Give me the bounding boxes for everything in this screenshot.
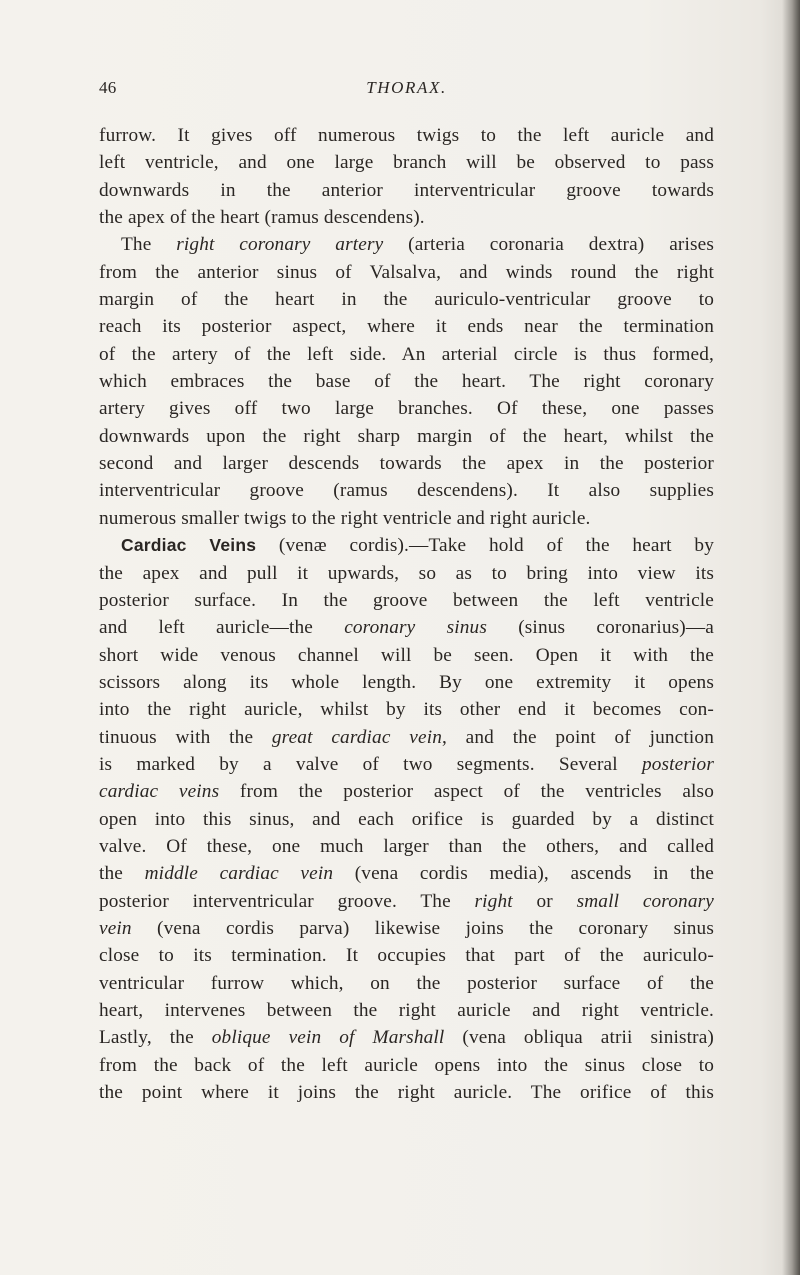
page-number: 46 bbox=[99, 78, 117, 97]
text-line: posterior surface. In the groove between the left ventricle bbox=[99, 589, 714, 611]
section-heading-cardiac-veins: Cardiac Veins bbox=[121, 535, 257, 556]
text-line: the apex of the heart (ramus descendens). bbox=[99, 207, 425, 229]
term-right: right bbox=[474, 890, 513, 912]
text-line: tinuous with the great cardiac vein, and the point of junction bbox=[99, 726, 714, 748]
text-line: short wide venous channel will be seen. Open it with the bbox=[99, 644, 714, 666]
term-coronary-sinus: coronary sinus bbox=[344, 617, 487, 639]
text-line: into the right auricle, whilst by its other end it becomes con- bbox=[99, 699, 714, 721]
text-line: vein (vena cordis parva) likewise joins the coronary sinus bbox=[99, 917, 714, 939]
text-line: reach its posterior aspect, where it ends near the termination bbox=[99, 316, 714, 338]
term-oblique-vein-of-marshall: oblique vein of Marshall bbox=[211, 1027, 445, 1049]
text-line: The right coronary artery (arteria coronaria dextra) arises bbox=[121, 234, 714, 256]
text-line: numerous smaller twigs to the right ventricle and right auricle. bbox=[99, 507, 591, 529]
page-edge-shadow bbox=[782, 0, 800, 1275]
running-title: THORAX. bbox=[366, 78, 447, 97]
text-line: the point where it joins the right auricle. The orifice of this bbox=[99, 1082, 714, 1104]
text-line: heart, intervenes between the right auricle and right ventricle. bbox=[99, 1000, 714, 1021]
text-line: ventricular furrow which, on the posterior surface of the bbox=[99, 972, 714, 994]
term-vein: vein bbox=[99, 917, 132, 939]
text-line: of the artery of the left side. An arterial circle is thus formed, bbox=[99, 343, 714, 365]
text-line: which embraces the base of the heart. The right coronary bbox=[99, 371, 714, 393]
text-line: from the back of the left auricle opens into the sinus close to bbox=[99, 1054, 714, 1076]
text-line: downwards in the anterior interventricular groove towards bbox=[99, 179, 714, 201]
text-line: furrow. It gives off numerous twigs to the left auricle and bbox=[99, 125, 714, 146]
text-line: Lastly, the oblique vein of Marshall (vena obliqua atrii sinistra) bbox=[99, 1027, 714, 1049]
text-line: is marked by a valve of two segments. Several posterior bbox=[99, 753, 714, 775]
text-line: Cardiac Veins (venæ cordis).—Take hold of the heart by bbox=[121, 535, 714, 557]
text-line: the middle cardiac vein (vena cordis media), ascends in the bbox=[99, 863, 714, 885]
text-line: artery gives off two large branches. Of these, one passes bbox=[99, 398, 714, 420]
text-line: close to its termination. It occupies that part of the auriculo- bbox=[99, 945, 714, 967]
text-line: scissors along its whole length. By one extremity it opens bbox=[99, 671, 714, 693]
term-posterior: posterior bbox=[641, 753, 714, 775]
page-header bbox=[99, 78, 714, 106]
term-small-coronary: small coronary bbox=[576, 890, 714, 912]
text-line: open into this sinus, and each orifice is guarded by a distinct bbox=[99, 808, 714, 830]
term-middle-cardiac-vein: middle cardiac vein bbox=[144, 863, 334, 885]
text-line: posterior interventricular groove. The right or small coronary bbox=[99, 890, 714, 912]
text-line: cardiac veins from the posterior aspect of the ventricles also bbox=[99, 781, 714, 803]
text-line: and left auricle—the coronary sinus (sinus coronarius)—a bbox=[99, 617, 714, 639]
term-great-cardiac-vein: great cardiac vein bbox=[271, 726, 442, 748]
text-line: the apex and pull it upwards, so as to bring into view its bbox=[99, 562, 714, 584]
text-line: margin of the heart in the auriculo-ventricular groove to bbox=[99, 289, 714, 311]
text-line: valve. Of these, one much larger than the others, and called bbox=[99, 835, 714, 857]
text-line: interventricular groove (ramus descendens). It also supplies bbox=[99, 480, 714, 502]
text-line: left ventricle, and one large branch will be observed to pass bbox=[99, 152, 714, 174]
body-text bbox=[99, 122, 714, 1106]
text-line: from the anterior sinus of Valsalva, and winds round the right bbox=[99, 261, 714, 283]
text-line: second and larger descends towards the apex in the posterior bbox=[99, 453, 714, 475]
text-line: downwards upon the right sharp margin of the heart, whilst the bbox=[99, 425, 714, 447]
term-cardiac-veins: cardiac veins bbox=[99, 781, 220, 803]
term-right-coronary-artery: right coronary artery bbox=[176, 234, 384, 256]
